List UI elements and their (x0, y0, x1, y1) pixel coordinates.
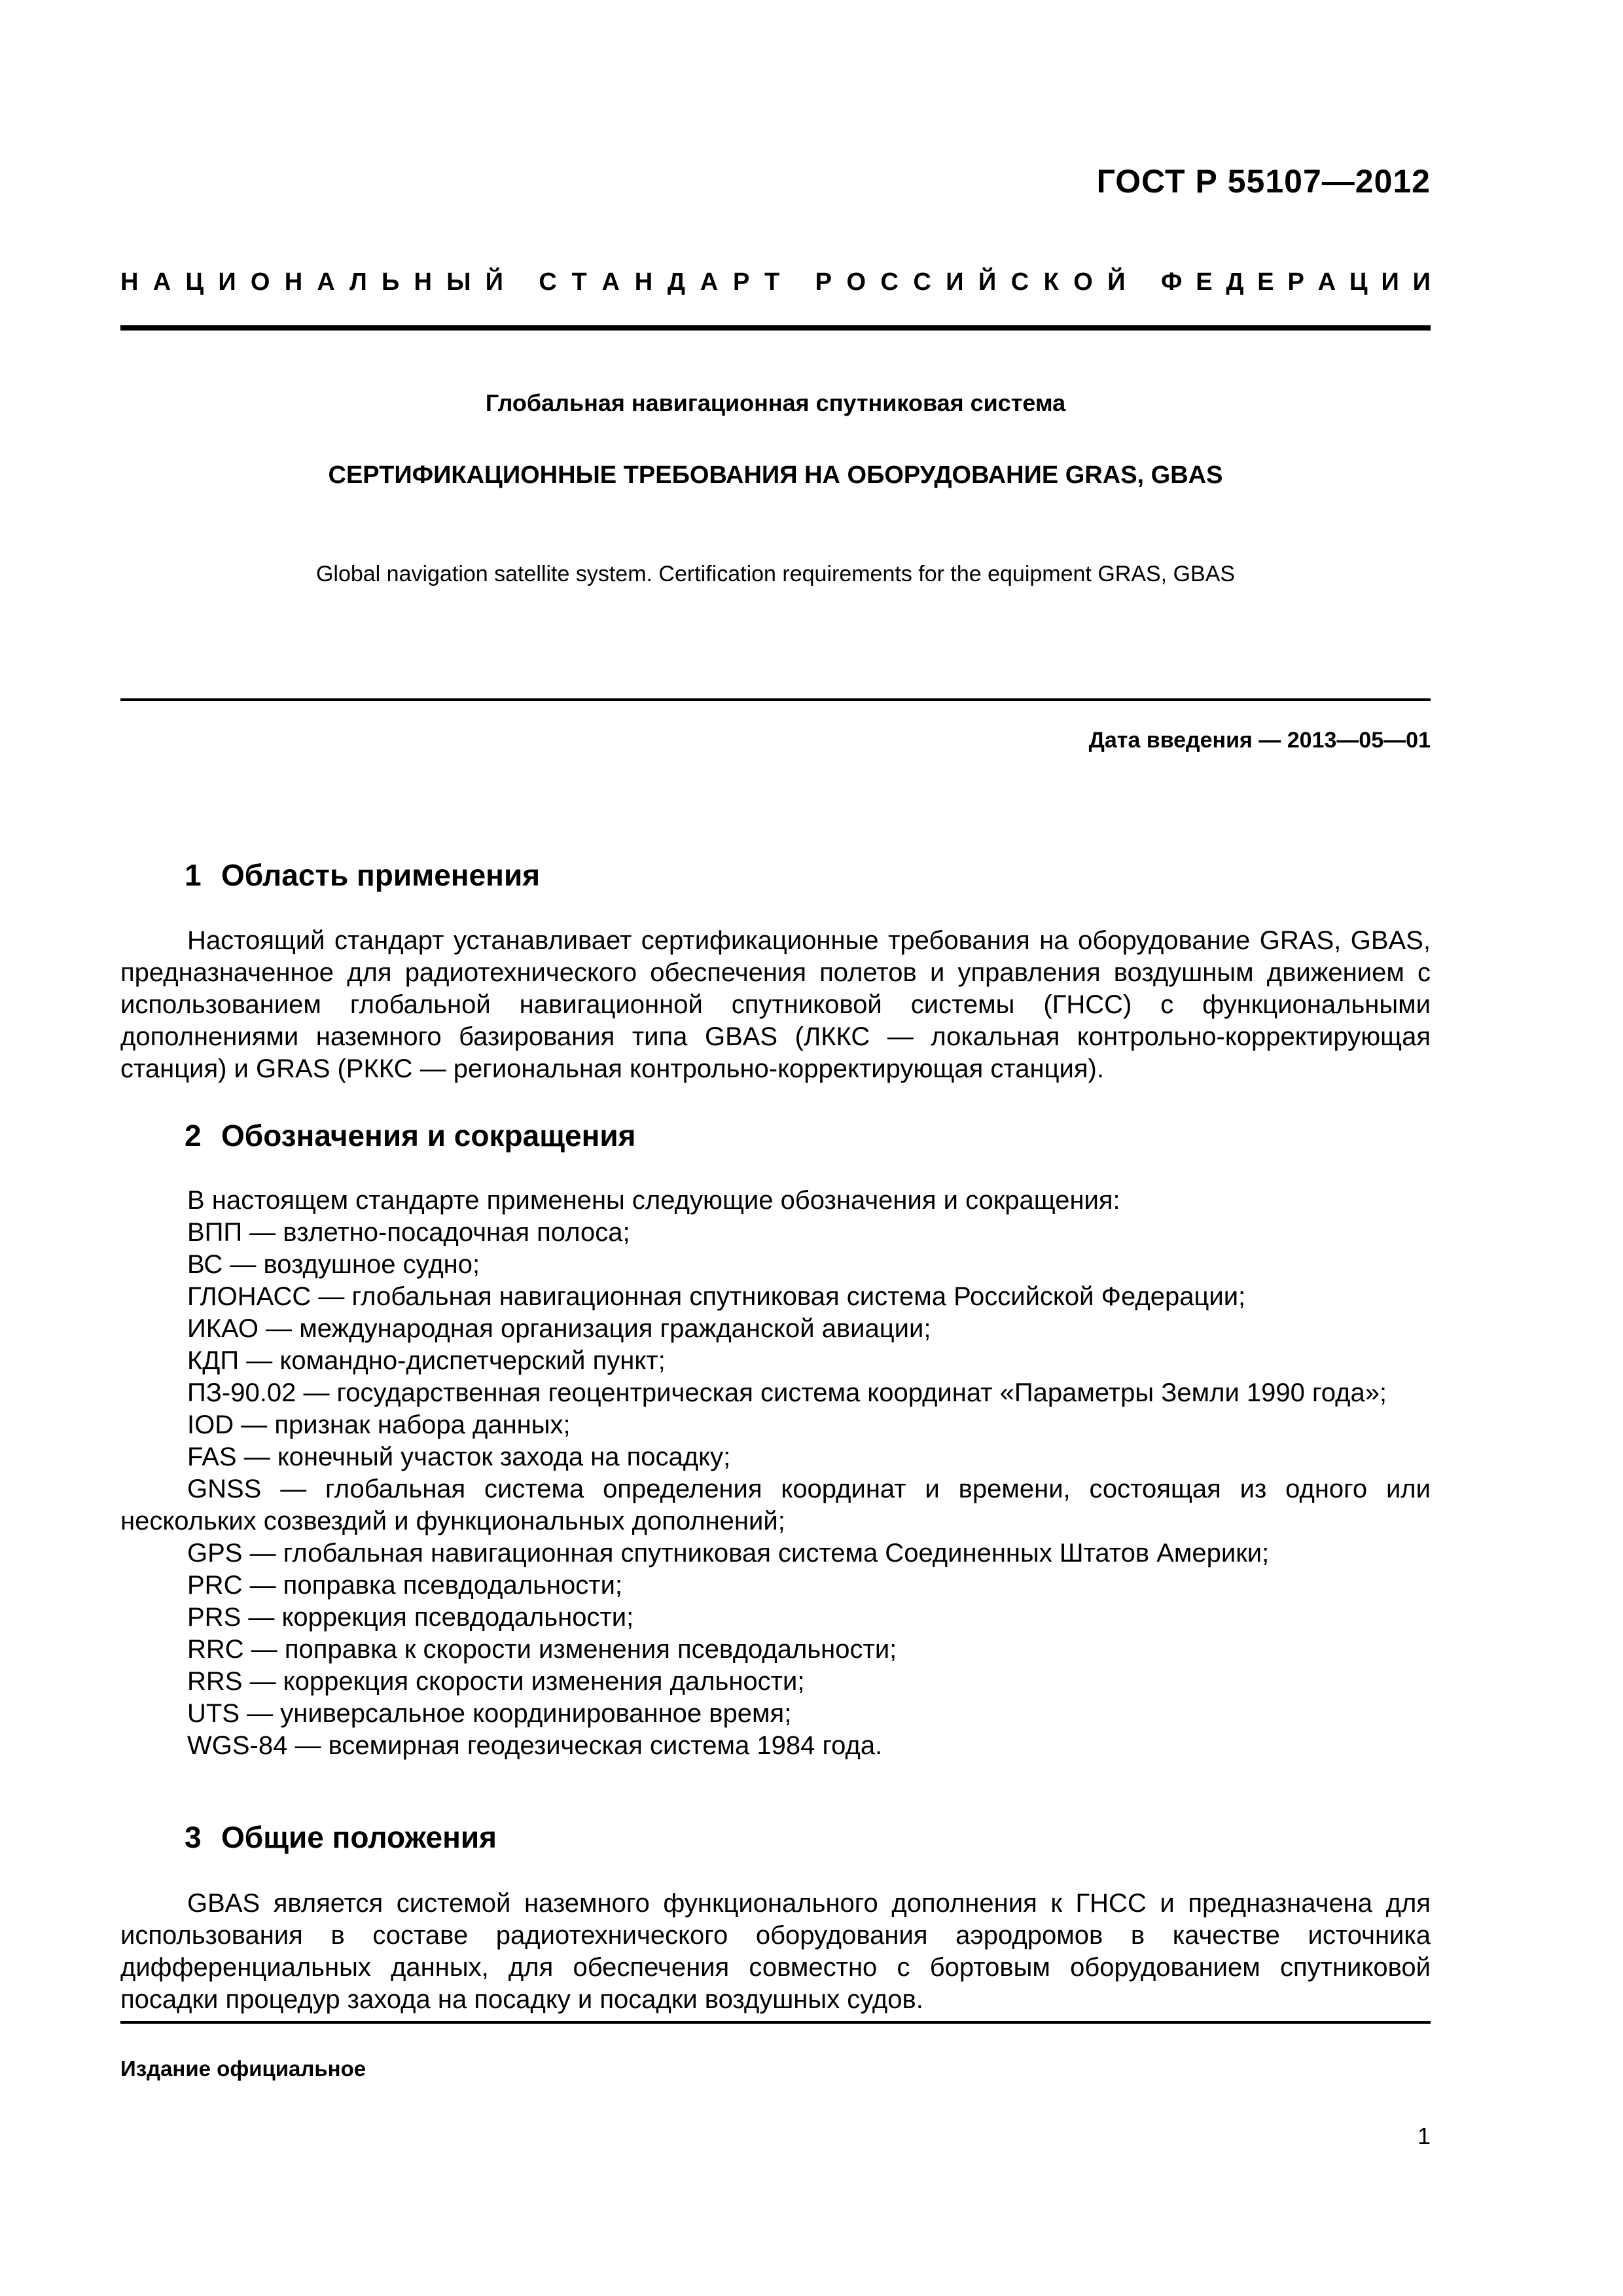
list-intro: В настоящем стандарте применены следующие обозначения и сокращения: (187, 1186, 1120, 1215)
list-item: ГЛОНАСС — глобальная навигационная спутниковая система Российской Федерации; (187, 1282, 1246, 1311)
list-item: RRS — коррекция скорости изменения дальности; (187, 1667, 805, 1696)
title-letter: А (152, 268, 171, 296)
section-number: 3 (185, 1820, 202, 1854)
title-letter: С (880, 268, 899, 296)
section-title: Область применения (221, 858, 541, 892)
title-letter: Н (634, 268, 653, 296)
national-standard-title (120, 268, 1431, 296)
list-item: GNSS — глобальная система определения координат и времени, состоящая из одного или нескольких созвездий и функциональных дополнений; (120, 1475, 1431, 1535)
header-divider (120, 325, 1431, 331)
page-number: 1 (1417, 2123, 1431, 2149)
section-heading (185, 1820, 497, 1855)
section-paragraph: GBAS является системой наземного функционального дополнения к ГНСС и предназначена для использования в составе радиотехнического оборудования аэродромов в качестве источника дифференциальных данных, для обеспечения совместно с бортовым оборудованием спутниковой посадки процедур захода на посадку и посадки воздушных судов. (120, 1889, 1431, 2014)
list-item: PRC — поправка псевдодальности; (187, 1571, 623, 1600)
national-title-word (120, 268, 503, 296)
title-letter: Е (1257, 268, 1274, 296)
title-letter: Н (284, 268, 303, 296)
national-title-word (539, 268, 779, 296)
list-item: IOD — признак набора данных; (187, 1410, 571, 1439)
title-divider (120, 698, 1431, 701)
list-item: ПЗ-90.02 — государственная геоцентрическая система координат «Параметры Земли 1990 года»; (187, 1378, 1387, 1407)
title-letter: Й (1107, 268, 1126, 296)
title-letter: Р (1287, 268, 1304, 296)
document-subtitle: СЕРТИФИКАЦИОННЫЕ ТРЕБОВАНИЯ НА ОБОРУДОВАНИЕ GRAS, GBAS (328, 461, 1223, 489)
title-letter: Н (120, 268, 139, 296)
section-paragraph: Настоящий стандарт устанавливает сертификационные требования на оборудование GRAS, GBAS, предназначенное для радиотехнического обеспечения полетов и управления воздушным движением с использованием глобальной навигационной спутниковой системы (ГНСС) с функциональными дополнениями наземного базирования типа GBAS (ЛККС — локальная контрольно-корректирующая станция) и GRAS (РККС — региональная контрольно-корректирующая станция). (120, 926, 1431, 1083)
title-letter: А (601, 268, 620, 296)
title-letter: Р (815, 268, 832, 296)
title-letter: С (1010, 268, 1029, 296)
title-letter: И (1381, 268, 1399, 296)
title-letter: А (317, 268, 335, 296)
section-heading (185, 857, 540, 893)
title-letter: Ы (446, 268, 471, 296)
title-letter: Ц (185, 268, 204, 296)
title-letter: О (1073, 268, 1093, 296)
title-letter: Т (571, 268, 587, 296)
section-heading (185, 1118, 636, 1153)
list-item: КДП — командно-диспетчерский пункт; (187, 1346, 666, 1375)
list-item: UTS — универсальное координированное время; (187, 1699, 792, 1728)
list-item: ВС — воздушное судно; (187, 1250, 480, 1279)
list-item: FAS — конечный участок захода на посадку; (187, 1443, 731, 1471)
title-letter: Д (1226, 268, 1244, 296)
title-letter: Д (667, 268, 685, 296)
title-letter: Л (349, 268, 367, 296)
list-item: ИКАО — международная организация гражданской авиации; (187, 1314, 931, 1343)
document-title: Глобальная навигационная спутниковая система (485, 389, 1066, 416)
section-title: Общие положения (221, 1820, 497, 1854)
national-title-word (815, 268, 1126, 296)
list-item: WGS-84 — всемирная геодезическая система 1984 года. (187, 1731, 883, 1760)
abbreviations-list (120, 1185, 1431, 1762)
title-letter: Ф (1160, 268, 1183, 296)
list-item: PRS — коррекция псевдодальности; (187, 1603, 634, 1632)
national-title-word (1161, 268, 1431, 296)
list-item: ВПП — взлетно-посадочная полоса; (187, 1218, 630, 1247)
document-number: ГОСТ Р 55107—2012 (1096, 163, 1431, 200)
title-letter: С (913, 268, 931, 296)
title-letter: Й (485, 268, 503, 296)
section-title: Обозначения и сокращения (221, 1119, 636, 1153)
title-letter: К (1043, 268, 1059, 296)
title-letter: И (946, 268, 964, 296)
title-letter: О (250, 268, 270, 296)
section-number: 1 (185, 858, 202, 892)
title-letter: Е (1196, 268, 1213, 296)
title-letter: А (700, 268, 719, 296)
document-title-english: Global navigation satellite system. Certification requirements for the equipment GRAS, GBAS (315, 562, 1236, 586)
footer-divider (120, 2021, 1431, 2024)
introduction-date: Дата введения — 2013—05—01 (1088, 728, 1431, 753)
section-number: 2 (185, 1119, 202, 1153)
title-letter: Р (732, 268, 750, 296)
title-letter: О (846, 268, 866, 296)
title-letter: Ц (1349, 268, 1368, 296)
title-letter: С (539, 268, 557, 296)
title-letter: Н (414, 268, 432, 296)
title-letter: Ь (382, 268, 400, 296)
list-item: GPS — глобальная навигационная спутниковая система Соединенных Штатов Америки; (187, 1539, 1270, 1568)
title-letter: А (1317, 268, 1336, 296)
title-letter: И (218, 268, 236, 296)
title-letter: И (1412, 268, 1431, 296)
title-letter: Й (978, 268, 997, 296)
title-letter: Т (764, 268, 780, 296)
official-edition-label: Издание официальное (120, 2056, 366, 2081)
list-item: RRC — поправка к скорости изменения псевдодальности; (187, 1635, 897, 1664)
